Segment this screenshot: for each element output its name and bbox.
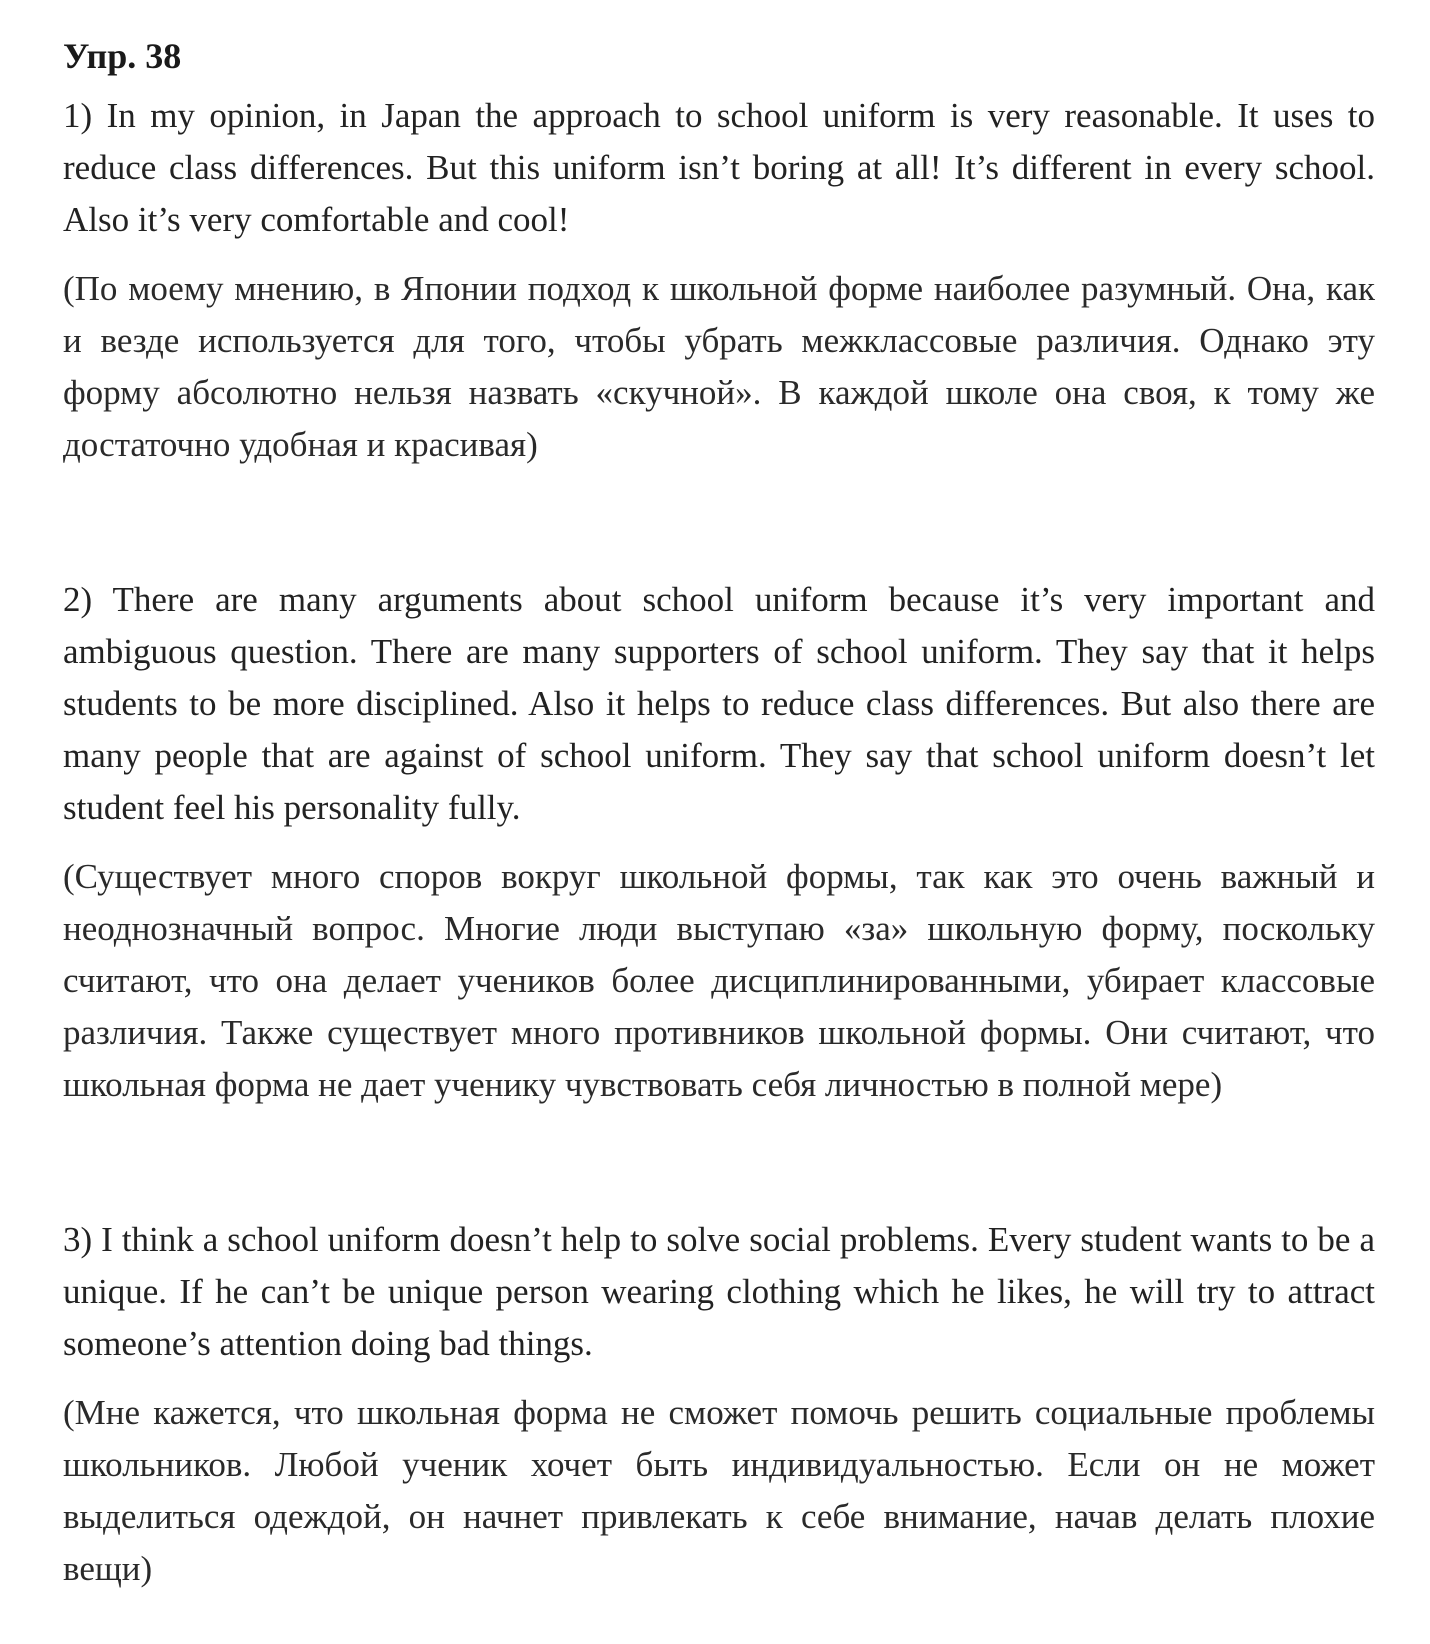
russian-translation-2: (Существует много споров вокруг школьной формы, так как это очень важный и неоднозначный вопрос. Многие люди выступаю «за» школьную форму, поскольку считают, что она делает учеников более дисциплинированными, убирает классовые различия. Также существует много противников школьной формы. Они считают, что школьная форма не дает ученику чувствовать себя личностью в полной мере) <box>63 857 1375 1104</box>
exercise-title: Упр. 38 <box>63 36 182 76</box>
answer-section-2 <box>63 574 1375 1111</box>
english-answer-1: 1) In my opinion, in Japan the approach to school uniform is very reasonable. It uses to reduce class differences. But this uniform isn’t boring at all! It’s different in every school. Also it’s very comfortable and cool! <box>63 96 1375 239</box>
english-answer-3: 3) I think a school uniform doesn’t help to solve social problems. Every student wants to be a unique. If he can’t be unique person wearing clothing which he likes, he will try to attract someone’s attention doing bad things. <box>63 1220 1375 1363</box>
document-page <box>63 26 1375 1595</box>
english-answer-2: 2) There are many arguments about school uniform because it’s very important and ambiguous question. There are many supporters of school uniform. They say that it helps students to be more disciplined. Also it helps to reduce class differences. But also there are many people that are against of school uniform. They say that school uniform doesn’t let student feel his personality fully. <box>63 580 1375 827</box>
answer-section-1 <box>63 90 1375 471</box>
russian-translation-3: (Мне кажется, что школьная форма не сможет помочь решить социальные проблемы школьников. Любой ученик хочет быть индивидуальностью. Если он не может выделиться одеждой, он начнет привлекать к себе внимание, начав делать плохие вещи) <box>63 1393 1375 1588</box>
russian-translation-1: (По моему мнению, в Японии подход к школьной форме наиболее разумный. Она, как и везде используется для того, чтобы убрать межклассовые различия. Однако эту форму абсолютно нельзя назвать «скучной». В каждой школе она своя, к тому же достаточно удобная и красивая) <box>63 269 1375 464</box>
answer-section-3 <box>63 1214 1375 1595</box>
section-spacer <box>63 471 1375 574</box>
section-spacer <box>63 1111 1375 1214</box>
